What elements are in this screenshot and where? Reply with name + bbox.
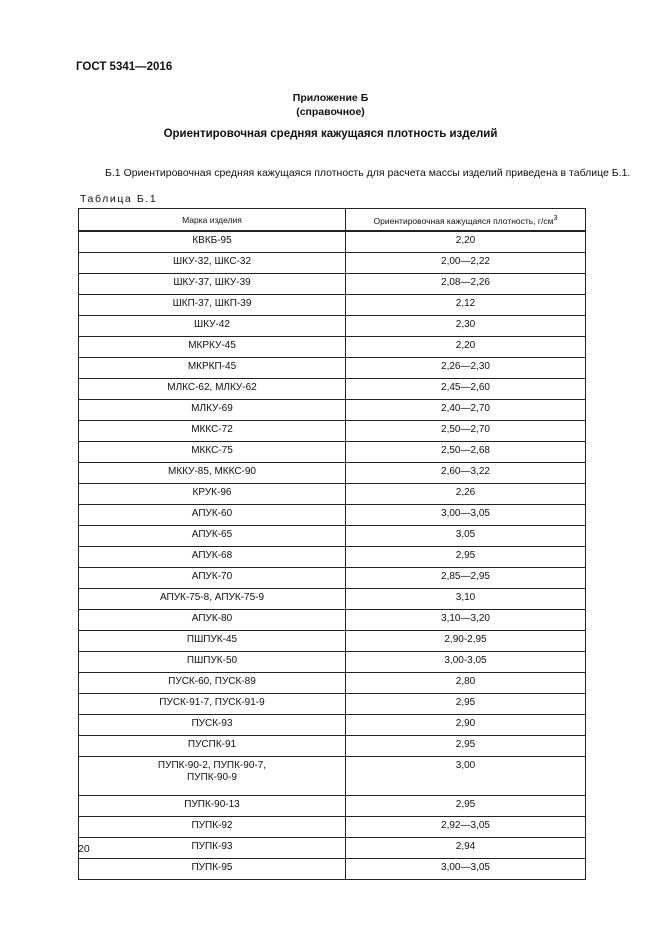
cell-density: 2,92—3,05 [346, 817, 586, 838]
cell-density: 2,50—2,70 [346, 421, 586, 442]
mark-text: КРУК-96 [192, 487, 232, 498]
cell-density: 2,80 [346, 673, 586, 694]
mark-text: ПУПК-90-13 [184, 799, 240, 810]
cell-density: 2,90 [346, 715, 586, 736]
mark-text: ПШПУК-45 [186, 634, 238, 645]
table-header-row [79, 209, 586, 232]
table-row [79, 859, 586, 880]
cell-density: 3,05 [346, 526, 586, 547]
cell-mark [79, 547, 346, 568]
table-row [79, 484, 586, 505]
cell-density: 2,50—2,68 [346, 442, 586, 463]
cell-mark [79, 358, 346, 379]
mark-text: АПУК-70 [191, 571, 233, 582]
mark-text: АПУК-60 [191, 508, 233, 519]
cell-density: 2,90-2,95 [346, 631, 586, 652]
table-row [79, 379, 586, 400]
table-row [79, 421, 586, 442]
cell-mark [79, 673, 346, 694]
table-row [79, 253, 586, 274]
mark-text: МЛКУ-69 [191, 403, 233, 414]
mark-text: МЛКС-62, МЛКУ-62 [167, 382, 257, 393]
cell-mark [79, 610, 346, 631]
table-row [79, 337, 586, 358]
cell-density: 2,08—2,26 [346, 274, 586, 295]
cell-density: 2,26 [346, 484, 586, 505]
table-row [79, 463, 586, 484]
table-row [79, 295, 586, 316]
cell-density: 2,20 [346, 231, 586, 253]
appendix-type: (справочное) [296, 106, 365, 118]
table-row [79, 400, 586, 421]
mark-text: МККС-72 [191, 424, 233, 435]
mark-text: ПУСПК-91 [187, 739, 237, 750]
cell-density: 2,00—2,22 [346, 253, 586, 274]
table-row [79, 589, 586, 610]
table-row [79, 715, 586, 736]
cell-mark [79, 505, 346, 526]
table-row [79, 610, 586, 631]
density-table [78, 208, 586, 880]
table-row [79, 796, 586, 817]
cell-mark [79, 484, 346, 505]
cell-mark [79, 838, 346, 859]
document-code: ГОСТ 5341—2016 [76, 61, 173, 73]
mark-text-line2: ПУПК-90-9 [187, 772, 237, 783]
mark-text: ПУСК-60, ПУСК-89 [168, 676, 256, 687]
mark-text: ШКУ-42 [194, 319, 230, 330]
table-row [79, 526, 586, 547]
cell-density: 2,60—3,22 [346, 463, 586, 484]
mark-text: КВКБ-95 [192, 235, 232, 246]
table-row [79, 673, 586, 694]
table-row [79, 838, 586, 859]
cell-mark [79, 694, 346, 715]
table-row [79, 631, 586, 652]
table-body [79, 231, 586, 880]
table-row [79, 652, 586, 673]
mark-text: ПУПК-95 [191, 862, 233, 873]
cell-mark [79, 337, 346, 358]
mark-text: ПУПК-90-2, ПУПК-90-7, [157, 760, 267, 771]
table-row [79, 316, 586, 337]
cell-density: 2,95 [346, 547, 586, 568]
column-header-density-sup: 3 [553, 213, 558, 222]
table-row [79, 568, 586, 589]
cell-density: 2,95 [346, 736, 586, 757]
table-row [79, 694, 586, 715]
mark-text: АПУК-65 [191, 529, 233, 540]
cell-mark [79, 652, 346, 673]
intro-paragraph: Б.1 Ориентировочная средняя кажущаяся плотность для расчета массы изделий приведена в таблице Б.1. [105, 167, 631, 179]
cell-density: 2,95 [346, 796, 586, 817]
cell-mark [79, 736, 346, 757]
cell-mark [79, 568, 346, 589]
cell-mark [79, 631, 346, 652]
section-title: Ориентировочная средняя кажущаяся плотность изделий [163, 128, 498, 140]
column-header-density-text: Ориентировочная кажущаяся плотность, г/см [373, 215, 554, 226]
cell-mark [79, 589, 346, 610]
table-row [79, 757, 586, 796]
cell-density: 3,10 [346, 589, 586, 610]
table-row [79, 505, 586, 526]
cell-density: 2,95 [346, 694, 586, 715]
cell-density: 3,10—3,20 [346, 610, 586, 631]
cell-density: 2,40—2,70 [346, 400, 586, 421]
mark-text: МКРКП-45 [187, 361, 237, 372]
cell-mark [79, 421, 346, 442]
mark-text: АПУК-80 [191, 613, 233, 624]
table-row [79, 274, 586, 295]
table-row [79, 442, 586, 463]
cell-mark [79, 859, 346, 880]
cell-mark [79, 379, 346, 400]
mark-text: МКРКУ-45 [188, 340, 236, 351]
cell-density: 2,12 [346, 295, 586, 316]
cell-mark [79, 274, 346, 295]
cell-mark [79, 796, 346, 817]
cell-density: 2,26—2,30 [346, 358, 586, 379]
cell-mark [79, 715, 346, 736]
mark-text: АПУК-75-8, АПУК-75-9 [159, 592, 265, 603]
cell-density: 2,45—2,60 [346, 379, 586, 400]
cell-mark [79, 757, 346, 796]
table-row [79, 231, 586, 253]
cell-mark [79, 231, 346, 253]
table-row [79, 736, 586, 757]
table-row [79, 547, 586, 568]
cell-mark [79, 526, 346, 547]
cell-density: 3,00—3,05 [346, 859, 586, 880]
cell-mark [79, 400, 346, 421]
cell-density: 3,00 [346, 757, 586, 796]
mark-text: ШКУ-32, ШКС-32 [172, 256, 252, 267]
page-number: 20 [78, 843, 90, 855]
mark-text: МККС-75 [191, 445, 233, 456]
mark-text: АПУК-68 [191, 550, 233, 561]
table-caption: Таблица Б.1 [80, 193, 158, 205]
mark-text: ПУСК-93 [191, 718, 233, 729]
table-row [79, 358, 586, 379]
mark-text: ПУСК-91-7, ПУСК-91-9 [159, 697, 265, 708]
cell-mark [79, 316, 346, 337]
cell-density: 3,00—3,05 [346, 505, 586, 526]
column-header-mark: Марка изделия [79, 209, 346, 232]
mark-text: ПШПУК-50 [186, 655, 238, 666]
cell-density: 2,94 [346, 838, 586, 859]
cell-density: 2,85—2,95 [346, 568, 586, 589]
cell-density: 2,30 [346, 316, 586, 337]
cell-mark [79, 817, 346, 838]
mark-text: МККУ-85, МККС-90 [168, 466, 256, 477]
cell-mark [79, 442, 346, 463]
mark-text: ШКП-37, ШКП-39 [172, 298, 252, 309]
mark-text: ШКУ-37, ШКУ-39 [173, 277, 251, 288]
column-header-density [346, 209, 586, 232]
cell-mark [79, 463, 346, 484]
table-row [79, 817, 586, 838]
cell-mark [79, 295, 346, 316]
appendix-label: Приложение Б [292, 92, 369, 104]
cell-density: 3,00-3,05 [346, 652, 586, 673]
mark-text: ПУПК-92 [191, 820, 233, 831]
mark-text: ПУПК-93 [191, 841, 233, 852]
cell-density: 2,20 [346, 337, 586, 358]
cell-mark [79, 253, 346, 274]
